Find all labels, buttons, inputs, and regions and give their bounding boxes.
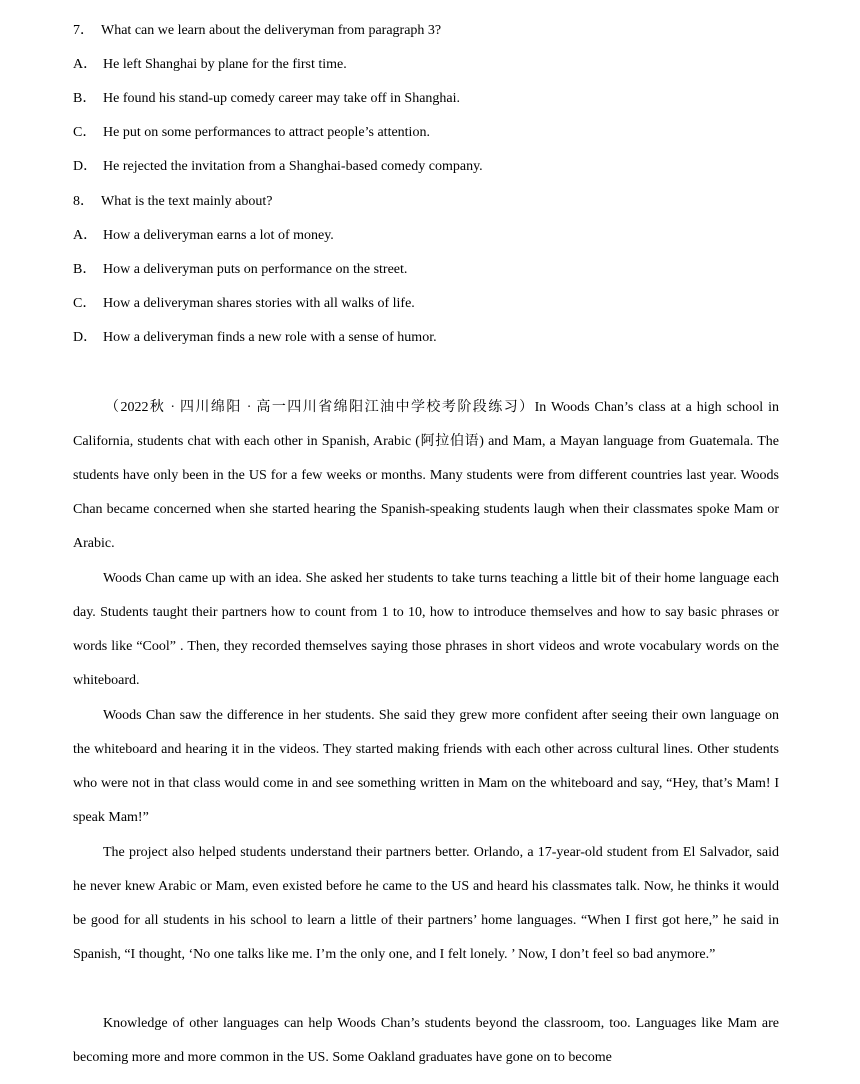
option-letter: B． <box>73 91 97 106</box>
option-text: He found his stand-up comedy career may take off in Shanghai. <box>103 91 461 106</box>
option-letter: A． <box>73 57 98 72</box>
passage-paragraph-1 <box>73 391 779 561</box>
paragraph-text: Woods Chan came up with an idea. She asked her students to take turns teaching a little bit of their home language each day. Students taught their partners how to count from 1 to 10, how to introduce themselves and how to say basic phrases or words like “Cool” . Then, they recorded themselves saying those phrases in short videos and wrote vocabulary words on the whiteboard. <box>73 571 779 688</box>
question-8-option-c <box>73 295 415 313</box>
option-text: He rejected the invitation from a Shanghai-based comedy company. <box>103 159 483 174</box>
option-letter: D． <box>73 159 98 174</box>
passage-paragraph-2 <box>73 562 779 698</box>
question-8-stem <box>73 193 272 211</box>
paragraph-text: Woods Chan saw the difference in her students. She said they grew more confident after seeing their own language on the whiteboard and hearing it in the videos. They started making friends with each other across cultural lines. Other students who were not in that class would come in and see something written in Mam on the whiteboard and say, “Hey, that’s Mam! I speak Mam!” <box>73 708 779 825</box>
option-text: How a deliveryman finds a new role with a sense of humor. <box>103 330 437 345</box>
passage-paragraph-5 <box>73 1007 779 1075</box>
question-number: 8． <box>73 194 94 209</box>
question-7-option-d <box>73 158 483 176</box>
option-text: How a deliveryman earns a lot of money. <box>103 228 334 243</box>
passage-paragraph-4 <box>73 836 779 972</box>
paragraph-text: In Woods Chan’s class at a high school in California, students chat with each other in Spanish, Arabic (阿拉伯语) and Mam, a Mayan language from Guatemala. The students have only been in the US for a few weeks or months. Many students were from different countries last year. Woods Chan became concerned when she started hearing the Spanish-speaking students laugh when their classmates spoke Mam or Arabic. <box>73 400 779 551</box>
passage-paragraph-3 <box>73 699 779 835</box>
option-text: He put on some performances to attract people’s attention. <box>103 125 430 140</box>
option-letter: D． <box>73 330 98 345</box>
option-letter: C． <box>73 125 97 140</box>
question-7-option-c <box>73 124 430 142</box>
passage-source: （2022秋 · 四川绵阳 · 高一四川省绵阳江油中学校考阶段练习） <box>105 400 535 415</box>
option-letter: B． <box>73 262 97 277</box>
paragraph-text: The project also helped students understand their partners better. Orlando, a 17-year-old student from El Salvador, said he never knew Arabic or Mam, even existed before he came to the US and heard his classmates talk. Now, he thinks it would be good for all students in his school to learn a little of their partners’ home languages. “When I first got here,” he said in Spanish, “I thought, ‘No one talks like me. I’m the only one, and I felt lonely. ’ Now, I don’t feel so bad anymore.” <box>73 845 779 962</box>
question-text: What can we learn about the deliveryman from paragraph 3? <box>101 23 442 38</box>
option-text: How a deliveryman shares stories with all walks of life. <box>103 296 415 311</box>
option-letter: C． <box>73 296 97 311</box>
question-7-option-a <box>73 56 347 74</box>
question-number: 7． <box>73 23 94 38</box>
option-text: How a deliveryman puts on performance on the street. <box>103 262 408 277</box>
question-text: What is the text mainly about? <box>101 194 273 209</box>
question-8-option-a <box>73 227 334 245</box>
option-letter: A． <box>73 228 98 243</box>
question-7-stem <box>73 22 441 40</box>
question-7-option-b <box>73 90 460 108</box>
question-8-option-b <box>73 261 407 279</box>
paragraph-text: Knowledge of other languages can help Woods Chan’s students beyond the classroom, too. Languages like Mam are becoming more and more common in the US. Some Oakland graduates have gone on to become <box>73 1016 779 1065</box>
question-8-option-d <box>73 329 437 347</box>
option-text: He left Shanghai by plane for the first time. <box>103 57 347 72</box>
